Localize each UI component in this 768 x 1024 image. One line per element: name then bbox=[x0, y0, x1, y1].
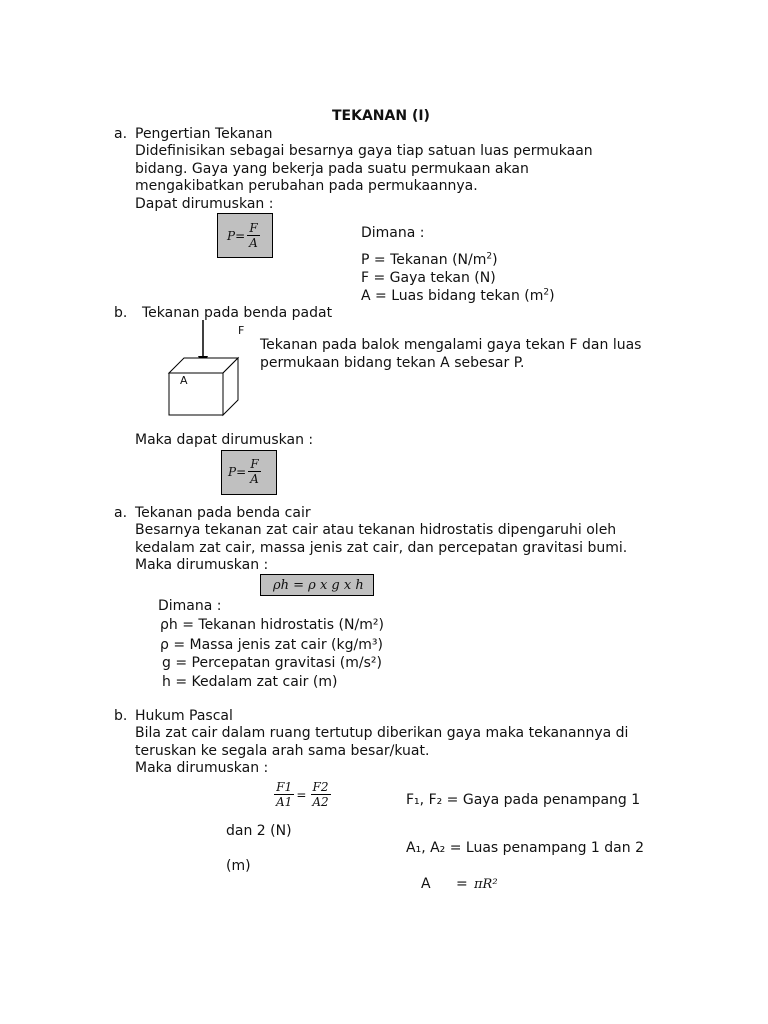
area-formula-rhs: πR² bbox=[474, 877, 498, 892]
pascal-den-1: A1 bbox=[276, 795, 293, 809]
pressure-formula-box bbox=[217, 213, 273, 258]
var-h: h = Kedalam zat cair (m) bbox=[162, 674, 338, 690]
pascal-num-2: F2 bbox=[312, 780, 329, 794]
var-a: A = Luas bidang tekan $(m^2)$ bbox=[361, 287, 555, 304]
section-a-line-1: Didefinisikan sebagai besarnya gaya tiap satuan luas permukaan bbox=[135, 143, 593, 159]
pascal-def-1: F₁, F₂ = Gaya pada penampang 1 bbox=[406, 792, 641, 808]
block-front-face bbox=[169, 373, 223, 415]
section-b1-heading: Tekanan pada benda padat bbox=[142, 305, 333, 321]
dimana-label: Dimana : bbox=[361, 225, 425, 241]
section-a-heading: Pengertian Tekanan bbox=[135, 126, 273, 142]
section-a2-heading: Tekanan pada benda cair bbox=[135, 505, 311, 521]
var-f: F = Gaya tekan (N) bbox=[361, 270, 496, 286]
area-formula-lhs: A bbox=[421, 876, 431, 892]
section-b1-marker: b. bbox=[114, 305, 128, 321]
solid-pressure-formula-box bbox=[221, 450, 277, 495]
section-a2-marker: a. bbox=[114, 505, 128, 521]
formula-denominator: A bbox=[249, 236, 258, 250]
area-label: A bbox=[180, 374, 188, 387]
var-p: P = Tekanan $(N/m^2)$ bbox=[361, 251, 498, 268]
formula-lhs: P= bbox=[228, 464, 247, 479]
section-b2-line-2: teruskan ke segala arah sama besar/kuat. bbox=[135, 743, 430, 759]
section-a-line-2: bidang. Gaya yang bekerja pada suatu permukaan akan bbox=[135, 161, 529, 177]
formula-numerator: F bbox=[249, 221, 258, 235]
section-b2-line-1: Bila zat cair dalam ruang tertutup diberikan gaya maka tekanannya di bbox=[135, 725, 629, 741]
section-b2-heading: Hukum Pascal bbox=[135, 708, 233, 724]
pascal-num-1: F1 bbox=[276, 780, 293, 794]
section-a2-line-2: kedalam zat cair, massa jenis zat cair, dan percepatan gravitasi bumi. bbox=[135, 540, 628, 556]
section-a2-line-3: Maka dirumuskan : bbox=[135, 557, 269, 573]
page-title: TEKANAN (I) bbox=[332, 108, 430, 124]
dimana-label-2: Dimana : bbox=[158, 598, 222, 614]
hydrostatic-formula: ρh = ρ x g x h bbox=[273, 578, 364, 593]
hydrostatic-formula-box bbox=[260, 574, 374, 596]
pascal-def-2-cont: (m) bbox=[226, 858, 251, 874]
section-b1-formula-intro: Maka dapat dirumuskan : bbox=[135, 432, 314, 448]
formula-lhs: P= bbox=[227, 228, 246, 243]
section-b2-line-3: Maka dirumuskan : bbox=[135, 760, 269, 776]
pascal-def-1-cont: dan 2 (N) bbox=[226, 823, 292, 839]
section-a-line-3: mengakibatkan perubahan pada permukaannya. bbox=[135, 178, 478, 194]
section-a2-line-1: Besarnya tekanan zat cair atau tekanan hidrostatis dipengaruhi oleh bbox=[135, 522, 617, 538]
section-b2-marker: b. bbox=[114, 708, 128, 724]
section-a-marker: a. bbox=[114, 126, 128, 142]
pascal-def-2: A₁, A₂ = Luas penampang 1 dan 2 bbox=[406, 840, 644, 856]
var-rho: ρ = Massa jenis zat cair (kg/m³) bbox=[160, 637, 383, 653]
formula-numerator: F bbox=[250, 457, 259, 471]
block-diagram bbox=[160, 318, 250, 418]
formula-denominator: A bbox=[250, 472, 259, 486]
var-g: g = Percepatan gravitasi (m/s²) bbox=[162, 655, 382, 671]
area-formula-eq: = bbox=[456, 876, 468, 892]
var-rho-h: ρh = Tekanan hidrostatis (N/m²) bbox=[160, 617, 384, 633]
b1-desc-line-2: permukaan bidang tekan A sebesar P. bbox=[260, 355, 525, 371]
section-a-formula-intro: Dapat dirumuskan : bbox=[135, 196, 274, 212]
pascal-den-2: A2 bbox=[312, 795, 329, 809]
pascal-formula: $\frac{F1}{A1}$ = $\frac{F2}{A2}$ bbox=[276, 780, 329, 809]
b1-desc-line-1: Tekanan pada balok mengalami gaya tekan F dan luas bbox=[260, 337, 642, 353]
force-label: F bbox=[238, 324, 245, 337]
